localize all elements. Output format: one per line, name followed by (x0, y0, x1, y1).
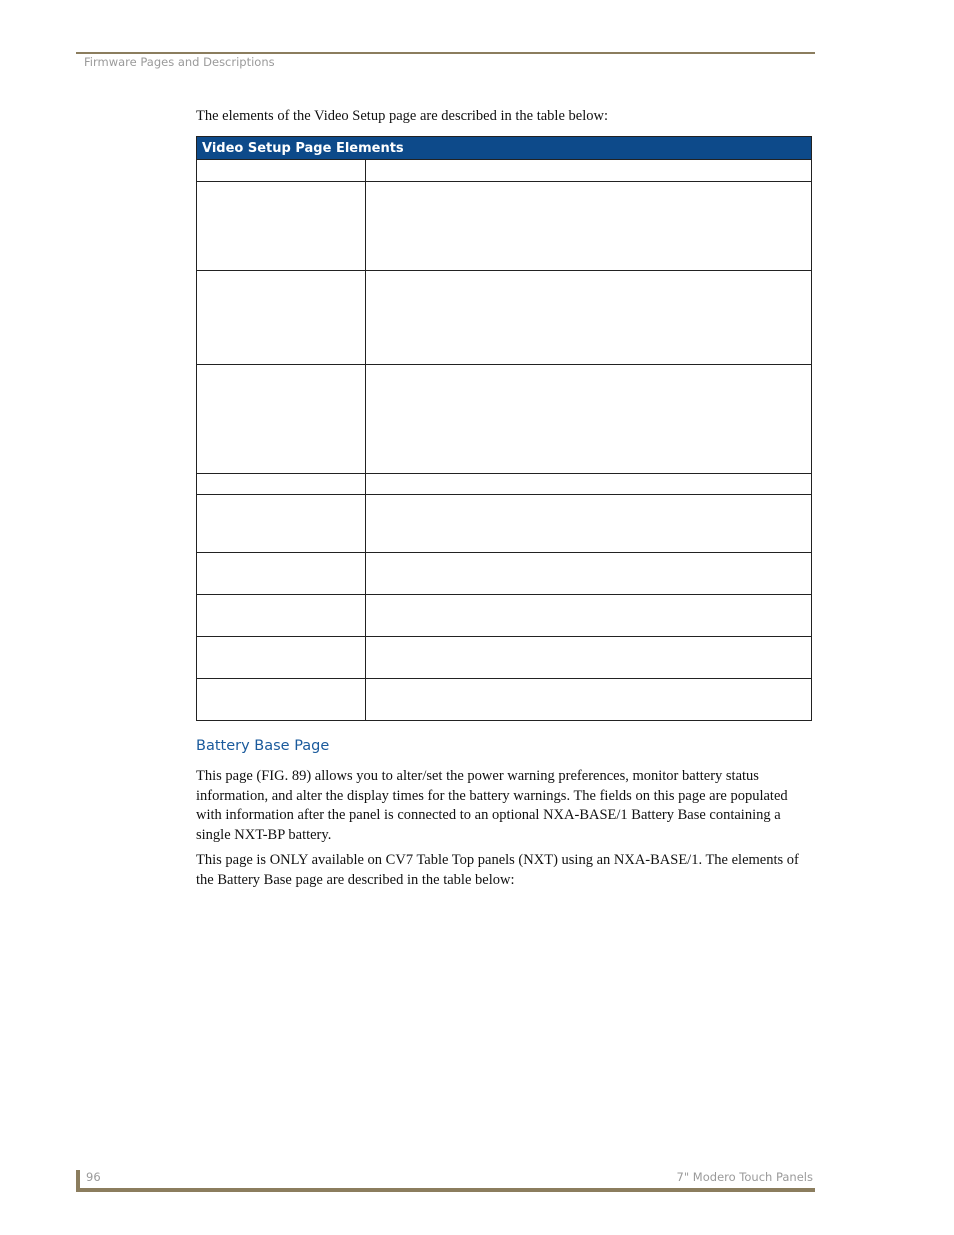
table-cell (197, 637, 366, 679)
body-paragraph: This page (FIG. 89) allows you to alter/set the power warning preferences, monitor battery status information, and alter the display times for the battery warnings. The fields on this page are populated with information after the panel is connected to an optional NXA-BASE/1 Battery Base containing a single NXT-BP battery. (196, 768, 788, 843)
table-cell (366, 495, 812, 553)
table-cell (197, 271, 366, 365)
table-cell (197, 365, 366, 474)
footer-rule (76, 1188, 815, 1192)
table-row (197, 595, 812, 637)
table-row (197, 365, 812, 474)
table-cell (366, 637, 812, 679)
header-rule (76, 52, 815, 54)
table-cell (366, 595, 812, 637)
section-heading: Battery Base Page (196, 738, 330, 754)
table-cell (197, 679, 366, 721)
table-cell (197, 160, 366, 182)
table-row (197, 271, 812, 365)
running-header: Firmware Pages and Descriptions (84, 55, 275, 69)
body-paragraph: This page is ONLY available on CV7 Table Top panels (NXT) using an NXA-BASE/1. The elements of the Battery Base page are described in the table below: (196, 852, 799, 888)
table-cell (197, 495, 366, 553)
table-cell (197, 595, 366, 637)
table-header-row (197, 137, 812, 160)
page-number: 96 (86, 1170, 101, 1184)
table-cell (197, 474, 366, 495)
table-cell (366, 182, 812, 271)
table-title: Video Setup Page Elements (197, 137, 812, 160)
table-cell (366, 271, 812, 365)
table-cell (197, 553, 366, 595)
table-cell (366, 679, 812, 721)
table-row (197, 637, 812, 679)
table-cell (366, 365, 812, 474)
table-row (197, 474, 812, 495)
table-cell (366, 160, 812, 182)
footer-doc-title: 7" Modero Touch Panels (676, 1170, 813, 1184)
table-cell (366, 474, 812, 495)
table-row (197, 553, 812, 595)
table-cell (366, 553, 812, 595)
table-row (197, 160, 812, 182)
intro-text: The elements of the Video Setup page are described in the table below: (196, 108, 608, 124)
table-row (197, 495, 812, 553)
video-setup-elements-table (196, 136, 812, 721)
table-row (197, 182, 812, 271)
table-cell (197, 182, 366, 271)
table-row (197, 679, 812, 721)
